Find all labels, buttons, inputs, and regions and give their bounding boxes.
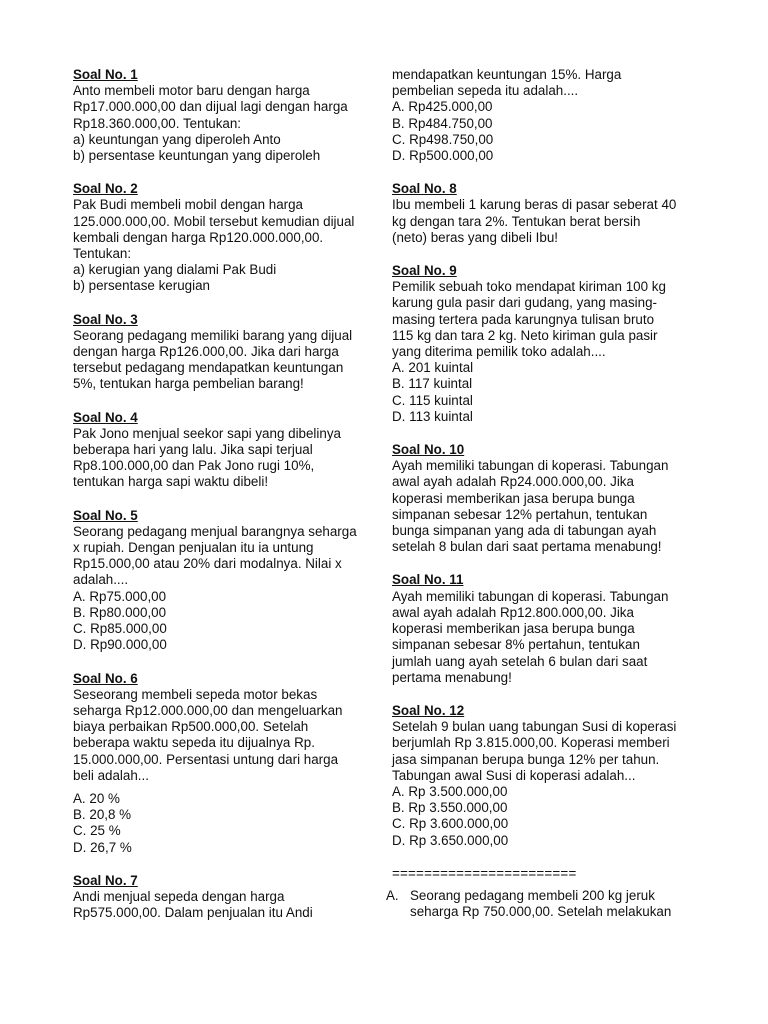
problem-text-line: b) persentase keuntungan yang diperoleh [73, 148, 321, 164]
problem-text-line: Ayah memiliki tabungan di koperasi. Tabungan [392, 458, 669, 474]
problem-block [73, 508, 373, 654]
extra-item-line: seharga Rp 750.000,00. Setelah melakukan [410, 904, 672, 920]
problem-block [73, 873, 373, 922]
answer-choice: C. 115 kuintal [392, 392, 473, 408]
divider: ======================= [392, 865, 577, 881]
answer-choice: D. Rp500.000,00 [392, 148, 494, 164]
answer-choice: A. 20 % [73, 790, 120, 806]
problem-title: Soal No. 10 [392, 442, 465, 458]
problem-text-line: jasa simpanan berupa bunga 12% per tahun. [392, 751, 660, 767]
problem-text-line: Pak Jono menjual seekor sapi yang dibelinya [73, 425, 341, 441]
problem-text-line: koperasi memberikan jasa berupa bunga [392, 490, 635, 506]
problem-block [392, 572, 702, 685]
answer-choice: A. Rp 3.500.000,00 [392, 783, 508, 799]
problem-title: Soal No. 3 [73, 311, 138, 327]
answer-choice: D. 26,7 % [73, 839, 132, 855]
problem-block [73, 312, 373, 393]
problem-text-line: simpanan sebesar 8% pertahun, tentukan [392, 637, 640, 653]
problem-block [392, 703, 702, 849]
problem-block [392, 181, 702, 246]
answer-choice: C. 25 % [73, 823, 121, 839]
problem-block [392, 442, 702, 555]
problem-text-line: seharga Rp12.000.000,00 dan mengeluarkan [73, 702, 343, 718]
answer-choice: D. 113 kuintal [392, 408, 473, 424]
problem-block [392, 263, 702, 425]
problem-text-line: tersebut pedagang mendapatkan keuntungan [73, 360, 344, 376]
left-column [73, 67, 373, 938]
problem-text-line: pembelian sepeda itu adalah.... [392, 83, 579, 99]
problem-text-line: karung gula pasir dari gudang, yang masing- [392, 295, 658, 311]
answer-choice: A. 201 kuintal [392, 360, 474, 376]
problem-text-line: dengan harga Rp126.000,00. Jika dari harga [73, 344, 339, 360]
problem-text-line: Pak Budi membeli mobil dengan harga [73, 197, 304, 213]
problem-text-line: (neto) beras yang dibeli Ibu! [392, 229, 558, 245]
problem-text-line: Rp8.100.000,00 dan Pak Jono rugi 10%, [73, 458, 315, 474]
problem-block [73, 410, 373, 491]
problem-title: Soal No. 9 [392, 263, 457, 279]
problem-text-line: yang diterima pemilik toko adalah.... [392, 344, 606, 360]
problem-text-line: beberapa waktu sepeda itu dijualnya Rp. [73, 735, 315, 751]
problem-text-line: beberapa hari yang lalu. Jika sapi terjual [73, 442, 313, 458]
problem-text-line: berjumlah Rp 3.815.000,00. Koperasi memberi [392, 735, 670, 751]
problem-text-line: jumlah uang ayah setelah 6 bulan dari saat [392, 653, 648, 669]
problem-text-line: Ayah memiliki tabungan di koperasi. Tabungan [392, 588, 669, 604]
problem-text-line: a) keuntungan yang diperoleh Anto [73, 131, 281, 147]
problem-title: Soal No. 4 [73, 409, 138, 425]
problem-text-line: masing tertera pada karungnya tulisan bruto [392, 311, 655, 327]
answer-choice: C. Rp 3.600.000,00 [392, 816, 509, 832]
problem-text-line: Ibu membeli 1 karung beras di pasar seberat 40 [392, 197, 677, 213]
problem-text-line: 5%, tentukan harga pembelian barang! [73, 376, 304, 392]
problem-title: Soal No. 7 [73, 872, 138, 888]
problem-text-line: 115 kg dan tara 2 kg. Neto kiriman gula pasir [392, 327, 658, 343]
problem-text-line: bunga simpanan yang ada di tabungan ayah [392, 523, 657, 539]
problem-text-line: Rp17.000.000,00 dan dijual lagi dengan harga [73, 99, 348, 115]
answer-choice: B. Rp 3.550.000,00 [392, 800, 508, 816]
answer-choice: B. Rp484.750,00 [392, 115, 493, 131]
problem-text-line: tentukan harga sapi waktu dibeli! [73, 474, 269, 490]
extra-item [386, 887, 702, 920]
answer-choice: D. Rp 3.650.000,00 [392, 832, 509, 848]
problem-text-line: adalah.... [73, 572, 129, 588]
right-problems [392, 67, 702, 849]
problem-text-line: awal ayah adalah Rp12.800.000,00. Jika [392, 604, 634, 620]
answer-choice: C. Rp498.750,00 [392, 131, 494, 147]
problem-block [73, 671, 373, 856]
answer-choice: C. Rp85.000,00 [73, 621, 167, 637]
problem-title: Soal No. 6 [73, 670, 138, 686]
problem-text-line: a) kerugian yang dialami Pak Budi [73, 262, 277, 278]
problem-text-line: koperasi memberikan jasa berupa bunga [392, 621, 635, 637]
problem-title: Soal No. 8 [392, 181, 457, 197]
problem-text-line: mendapatkan keuntungan 15%. Harga [392, 67, 622, 82]
extra-item-marker: A. [386, 887, 399, 903]
problem-text-line: Seorang pedagang menjual barangnya seharga [73, 523, 357, 539]
answer-choice: A. Rp425.000,00 [392, 99, 493, 115]
answer-choice: B. 117 kuintal [392, 376, 473, 392]
problem-text-line: Tentukan: [73, 246, 132, 262]
problem-text-line: Setelah 9 bulan uang tabungan Susi di koperasi [392, 719, 677, 735]
problem-text-line: 15.000.000,00. Persentasi untung dari harga [73, 751, 339, 767]
answer-choice: D. Rp90.000,00 [73, 637, 167, 653]
problem-text-line: simpanan sebesar 12% pertahun, tentukan [392, 506, 648, 522]
problem-text-line: Rp15.000,00 atau 20% dari modalnya. Nilai x [73, 556, 342, 572]
problem-text-line: setelah 8 bulan dari saat pertama menabung! [392, 539, 662, 555]
extra-item-line: Seorang pedagang membeli 200 kg jeruk [410, 887, 655, 903]
problem-text-line: Rp575.000,00. Dalam penjualan itu Andi [73, 905, 313, 921]
problem-title: Soal No. 2 [73, 181, 138, 197]
problem-text-line: b) persentase kerugian [73, 278, 210, 294]
problem-title: Soal No. 1 [73, 67, 138, 82]
problem-title: Soal No. 11 [392, 572, 464, 588]
problem-text-line: kembali dengan harga Rp120.000.000,00. [73, 229, 324, 245]
problem-text-line: Pemilik sebuah toko mendapat kiriman 100 kg [392, 279, 666, 295]
problem-text-line: Tabungan awal Susi di koperasi adalah... [392, 767, 636, 783]
problem-title: Soal No. 12 [392, 702, 465, 718]
problem-text-line: 125.000.000,00. Mobil tersebut kemudian dijual [73, 213, 355, 229]
problem-text-line: Anto membeli motor baru dengan harga [73, 83, 310, 99]
problem-text-line: Seseorang membeli sepeda motor bekas [73, 686, 318, 702]
problem-text-line: Seorang pedagang memiliki barang yang dijual [73, 327, 353, 343]
problem-text-line: beli adalah... [73, 767, 149, 783]
right-column [386, 67, 702, 920]
problem-title: Soal No. 5 [73, 507, 138, 523]
problem-text-line: Rp18.360.000,00. Tentukan: [73, 115, 242, 131]
answer-choice: A. Rp75.000,00 [73, 588, 167, 604]
problem-block [392, 67, 702, 164]
problem-block [73, 67, 373, 164]
problem-text-line: x rupiah. Dengan penjualan itu ia untung [73, 540, 314, 556]
answer-choice: B. 20,8 % [73, 807, 132, 823]
problem-text-line: awal ayah adalah Rp24.000.000,00. Jika [392, 474, 634, 490]
problem-text-line: Andi menjual sepeda dengan harga [73, 888, 285, 904]
problem-block [73, 181, 373, 294]
problem-text-line: biaya perbaikan Rp500.000,00. Setelah [73, 719, 309, 735]
problem-text-line: pertama menabung! [392, 669, 512, 685]
problem-text-line: kg dengan tara 2%. Tentukan berat bersih [392, 213, 641, 229]
answer-choice: B. Rp80.000,00 [73, 604, 167, 620]
